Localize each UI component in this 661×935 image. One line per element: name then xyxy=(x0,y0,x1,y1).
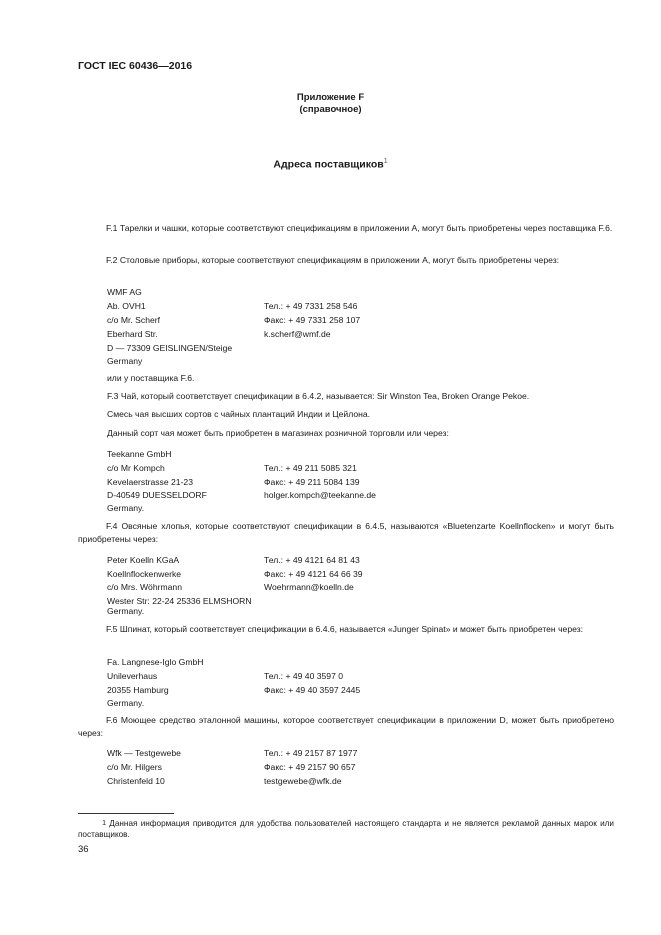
address-line: Wester Str: 22-24 25336 ELMSHORN xyxy=(107,596,252,606)
paragraph-f3: F.3 Чай, который соответствует спецификации в 6.4.2, называется: Sir Winston Tea, Broken Orange Pekoe. xyxy=(107,391,530,401)
paragraph-f3-availability: Данный сорт чая может быть приобретен в магазинах розничной торговли или через: xyxy=(107,428,449,438)
address-line: Christenfeld 10 xyxy=(107,776,165,786)
address-line: Teekanne GmbH xyxy=(107,449,172,459)
contact-line: Тел.: + 49 4121 64 81 43 xyxy=(264,555,360,565)
address-line: c/o Mr. Scherf xyxy=(107,315,161,325)
contact-line: Тел.: + 49 211 5085 321 xyxy=(264,463,357,473)
address-line: Kevelaerstrasse 21-23 xyxy=(107,477,193,487)
footnote-ref: 1 xyxy=(383,158,388,165)
email-link[interactable]: Woehrmann@koelln.de xyxy=(264,582,354,592)
email-link[interactable]: k.scherf@wmf.de xyxy=(264,329,331,339)
contact-line: Факс: + 49 40 3597 2445 xyxy=(264,685,361,695)
contact-line: Тел.: + 49 7331 258 546 xyxy=(264,301,358,311)
address-line: Wfk — Testgewebe xyxy=(107,748,181,758)
page-number: 36 xyxy=(78,844,89,855)
address-line: Germany. xyxy=(107,698,145,708)
address-line: 20355 Hamburg xyxy=(107,685,169,695)
standard-designation: ГОСТ IEC 60436—2016 xyxy=(78,60,193,72)
address-line: D-40549 DUESSELDORF xyxy=(107,490,207,500)
footnote: 1 Данная информация приводится для удобства пользователей настоящего стандарта и не является рекламой данных марок или поставщиков. xyxy=(78,819,614,839)
address-line: Germany. xyxy=(107,503,145,513)
paragraph-f6: F.6 Моющее средство эталонной машины, которое соответствует спецификации в приложении D, может быть приобретено через: xyxy=(78,715,614,738)
annex-subtitle: (справочное) xyxy=(299,104,362,115)
email-link[interactable]: testgewebe@wfk.de xyxy=(264,776,342,786)
footnote-divider xyxy=(78,813,174,814)
address-line: Peter Koelln KGaA xyxy=(107,555,180,565)
address-line: Germany. xyxy=(107,606,145,616)
address-line: Eberhard Str. xyxy=(107,329,158,339)
address-line: c/o Mr Kompch xyxy=(107,463,165,473)
address-line: Unileverhaus xyxy=(107,671,158,681)
contact-line: Факс: + 49 211 5084 139 xyxy=(264,477,360,487)
annex-title: Приложение F xyxy=(296,92,365,103)
contact-line: Факс: + 49 7331 258 107 xyxy=(264,315,361,325)
address-line: Koellnflockenwerke xyxy=(107,569,182,579)
address-line: Germany xyxy=(107,356,143,366)
address-line: c/o Mrs. Wöhrmann xyxy=(107,582,182,592)
contact-line: Тел.: + 49 2157 87 1977 xyxy=(264,748,358,758)
contact-line: Факс: + 49 4121 64 66 39 xyxy=(264,569,363,579)
paragraph-f4: F.4 Овсяные хлопья, которые соответствуют спецификации в 6.4.5, называются «Bluetenzarte Koellnflocken» и могут быть приобретены через: xyxy=(78,521,614,544)
paragraph-f5: F.5 Шпинат, который соответствует спецификации в 6.4.6, называется «Junger Spinat» и может быть приобретен через: xyxy=(106,624,584,634)
footnote-mark: 1 xyxy=(102,820,106,827)
section-heading: Адреса поставщиков$^1$ xyxy=(273,158,388,171)
contact-line: Факс: + 49 2157 90 657 xyxy=(264,762,356,772)
alternative-supplier: или у поставщика F.6. xyxy=(107,373,195,383)
paragraph-f1: F.1 Тарелки и чашки, которые соответствуют спецификациям в приложении А, могут быть приобретены через поставщика F.6. xyxy=(106,223,613,233)
paragraph-f2: F.2 Столовые приборы, которые соответствуют спецификациям в приложении А, могут быть приобретены через: xyxy=(106,255,560,265)
contact-line: Тел.: + 49 40 3597 0 xyxy=(264,671,344,681)
address-line: c/o Mr. Hilgers xyxy=(107,762,162,772)
address-line: Ab. OVH1 xyxy=(107,301,146,311)
address-line: D — 73309 GEISLINGEN/Steige xyxy=(107,343,233,353)
address-line: WMF AG xyxy=(107,287,142,297)
address-line: Fa. Langnese-Iglo GmbH xyxy=(107,657,204,667)
email-link[interactable]: holger.kompch@teekanne.de xyxy=(264,490,376,500)
paragraph-f3-blend: Смесь чая высших сортов с чайных плантаций Индии и Цейлона. xyxy=(107,409,371,419)
